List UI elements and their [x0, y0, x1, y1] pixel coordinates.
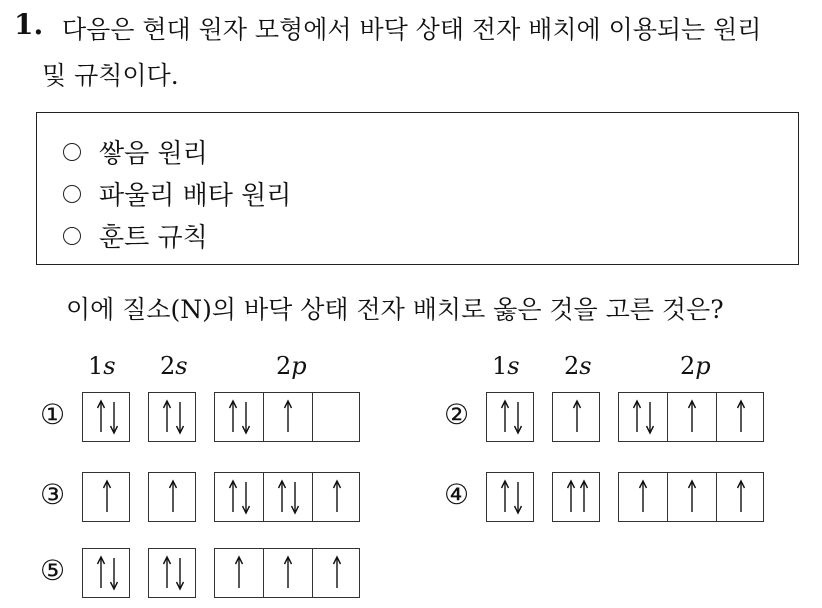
spin-up-arrow-icon [686, 479, 698, 515]
question-text-line2: 및 규칙이다. [42, 61, 179, 90]
spin-up-arrow-icon [578, 479, 590, 515]
spin-up-arrow-icon [686, 399, 698, 435]
spin-up-arrow-icon [167, 479, 179, 515]
spin-up-arrow-icon [282, 555, 294, 591]
spin-up-arrow-icon [631, 399, 643, 435]
orbital-box [552, 392, 600, 442]
spin-up-arrow-icon [233, 555, 245, 591]
choice-number[interactable]: ② [444, 398, 470, 431]
orbital-box [214, 392, 264, 442]
circle-bullet-icon [63, 227, 81, 245]
spin-down-arrow-icon [289, 479, 301, 515]
orbital-label: 2s [160, 352, 188, 380]
spin-up-arrow-icon [735, 399, 747, 435]
spin-up-arrow-icon [161, 555, 173, 591]
orbital-box [82, 392, 130, 442]
question-text-line1: 다음은 현대 원자 모형에서 바닥 상태 전자 배치에 이용되는 원리 [62, 15, 762, 44]
orbital-label: 1s [492, 352, 520, 380]
spin-up-arrow-icon [227, 399, 239, 435]
orbital-box [667, 392, 717, 442]
spin-up-arrow-icon [95, 399, 107, 435]
spin-up-arrow-icon [276, 479, 288, 515]
circle-bullet-icon [63, 143, 81, 161]
spin-up-arrow-icon [499, 399, 511, 435]
spin-down-arrow-icon [240, 399, 252, 435]
orbital-box [263, 548, 313, 598]
orbital-box [486, 392, 534, 442]
spin-down-arrow-icon [644, 399, 656, 435]
spin-up-arrow-icon [227, 479, 239, 515]
orbital-box [312, 472, 360, 522]
spin-up-arrow-icon [571, 399, 583, 435]
orbital-box [312, 392, 360, 442]
orbital-box [263, 472, 313, 522]
spin-down-arrow-icon [108, 399, 120, 435]
orbital-label: 2s [564, 352, 592, 380]
orbital-box [486, 472, 534, 522]
principle-item: 훈트 규칙 [63, 217, 208, 254]
spin-down-arrow-icon [240, 479, 252, 515]
orbital-box [263, 392, 313, 442]
orbital-box [618, 472, 668, 522]
orbital-label: 1s [88, 352, 116, 380]
orbital-box [716, 472, 764, 522]
spin-up-arrow-icon [637, 479, 649, 515]
principles-box [36, 112, 799, 265]
choice-number[interactable]: ③ [40, 478, 66, 511]
question-number: 1. [14, 8, 44, 41]
orbital-box [82, 472, 130, 522]
spin-up-arrow-icon [101, 479, 113, 515]
orbital-box [716, 392, 764, 442]
choice-number[interactable]: ④ [444, 478, 470, 511]
spin-up-arrow-icon [161, 399, 173, 435]
spin-down-arrow-icon [512, 399, 524, 435]
question-prompt: 이에 질소(N)의 바닥 상태 전자 배치로 옳은 것을 고른 것은? [66, 295, 724, 324]
circle-bullet-icon [63, 185, 81, 203]
choice-number[interactable]: ① [40, 398, 66, 431]
orbital-label: 2p [276, 352, 307, 380]
spin-up-arrow-icon [499, 479, 511, 515]
orbital-box [618, 392, 668, 442]
spin-down-arrow-icon [512, 479, 524, 515]
spin-down-arrow-icon [108, 555, 120, 591]
spin-up-arrow-icon [331, 555, 343, 591]
orbital-box [148, 472, 196, 522]
principle-item: 쌓음 원리 [63, 133, 208, 170]
orbital-box [82, 548, 130, 598]
choice-number[interactable]: ⑤ [40, 554, 66, 587]
spin-up-arrow-icon [331, 479, 343, 515]
principle-item: 파울리 배타 원리 [63, 175, 291, 212]
orbital-box [148, 392, 196, 442]
orbital-box [552, 472, 600, 522]
spin-up-arrow-icon [565, 479, 577, 515]
spin-up-arrow-icon [282, 399, 294, 435]
spin-down-arrow-icon [174, 555, 186, 591]
orbital-box [214, 548, 264, 598]
spin-up-arrow-icon [95, 555, 107, 591]
spin-down-arrow-icon [174, 399, 186, 435]
orbital-box [312, 548, 360, 598]
orbital-box [667, 472, 717, 522]
orbital-box [214, 472, 264, 522]
orbital-box [148, 548, 196, 598]
spin-up-arrow-icon [735, 479, 747, 515]
orbital-label: 2p [680, 352, 711, 380]
